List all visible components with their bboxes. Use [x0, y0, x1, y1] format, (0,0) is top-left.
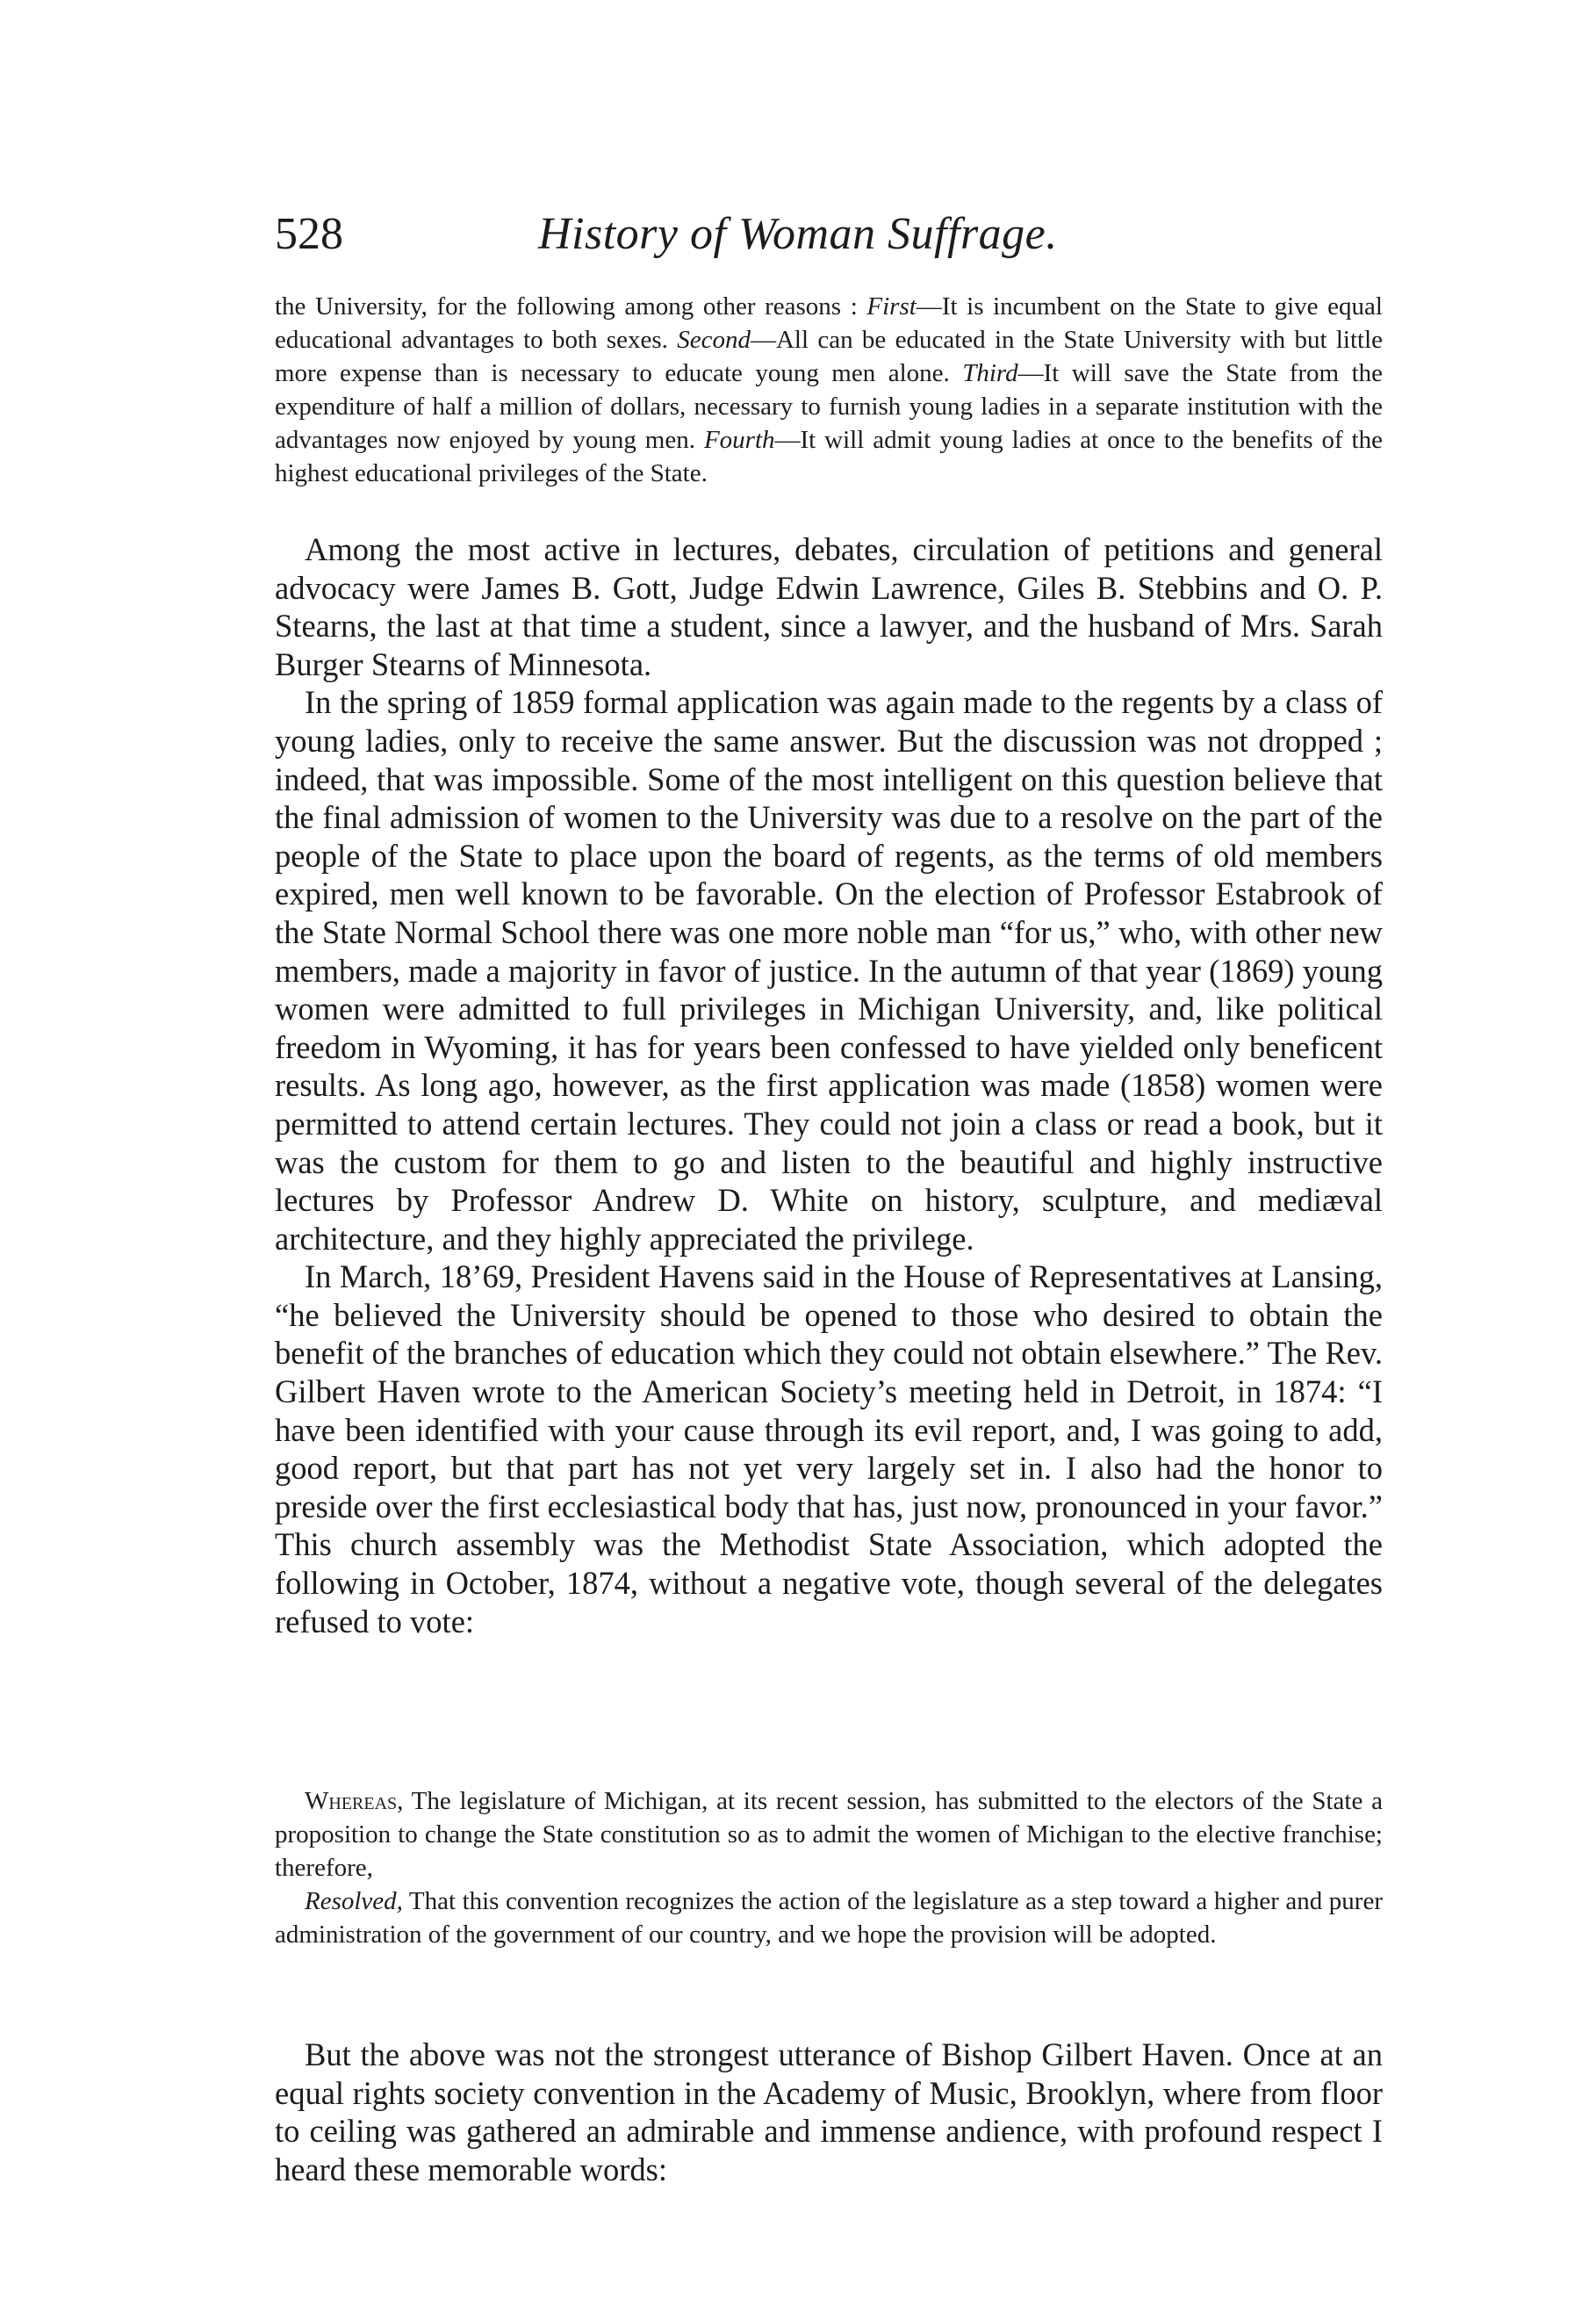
resolved-label: Resolved, [305, 1887, 403, 1915]
body-text-upper [275, 530, 1383, 1640]
paragraph-admission: In the spring of 1859 formal application was again made to the regents by a class of young ladies, only to receive the same answer. But the discussion was not dropped ; indeed, that was impossible. Some of the most intelligent on this question believe that the final admission of women to the University was due to a resolve on the part of the people of the State to place upon the board of regents, as the terms of old members expired, men well known to be favorable. On the election of Professor Estabrook of the State Normal School there was one more noble man “for us,” who, with other new members, made a majority in favor of justice. In the autumn of that year (1869) young women were admitted to full privileges in Michigan University, and, like political freedom in Wyoming, it has for years been confessed to have yielded only beneficent results. As long ago, however, as the first application was made (1858) women were permitted to attend certain lectures. They could not join a class or read a book, but it was the custom for them to go and listen to the beautiful and highly instructive lectures by Professor Andrew D. White on history, sculpture, and mediæval architecture, and they highly appreciated the privilege. [275, 684, 1383, 1257]
fourth-label: Fourth [703, 426, 775, 454]
third-label: Third [962, 359, 1018, 387]
reasons-text-4: —It will save the State from the expenditure of half a million of dollars, necessary to furnish young ladies in a separate institution with the advantages now enjoyed by young men. [275, 359, 1383, 454]
body-text-lower [275, 2036, 1383, 2188]
page-number: 528 [275, 209, 343, 259]
resolution-quote [275, 1784, 1383, 1951]
whereas-label: Whereas, [305, 1787, 404, 1815]
paragraph-advocates: Among the most active in lectures, debates, circulation of petitions and general advocacy were James B. Gott, Judge Edwin Lawrence, Giles B. Stebbins and O. P. Stearns, the last at that time a student, since a lawyer, and the husband of Mrs. Sarah Burger Stearns of Minnesota. [275, 531, 1383, 682]
paragraph-havens: In March, 18’69, President Havens said in the House of Representatives at Lansing, “he believed the University should be opened to those who desired to obtain the benefit of the branches of education which they could not obtain elsewhere.” The Rev. Gilbert Haven wrote to the American Society’s meeting held in Detroit, in 1874: “I have been identified with your cause through its evil report, and, I was going to add, good report, but that part has not yet very largely set in. I also had the honor to preside over the first ecclesiastical body that has, just now, pronounced in your favor.” This church assembly was the Methodist State Association, which adopted the following in October, 1874, without a negative vote, though several of the delegates refused to vote: [275, 1258, 1383, 1639]
first-label: First [866, 292, 917, 321]
reasons-paragraph [275, 290, 1383, 490]
whereas-paragraph [275, 1784, 1383, 1884]
quoted-reasons [275, 290, 1383, 490]
reasons-text-2: —It is incumbent on the State to give equal educational advantages to both sexes. [275, 292, 1383, 354]
resolved-paragraph [275, 1884, 1383, 1951]
reasons-text-5: —It will admit young ladies at once to the benefits of the highest educational privileges of the State. [275, 426, 1383, 487]
reasons-text-1: the University, for the following among other reasons : [275, 292, 867, 321]
page-header [275, 204, 1381, 274]
running-title: History of Woman Suffrage. [538, 209, 1058, 259]
reasons-text-3: —All can be educated in the State University with but little more expense than is necessary to educate young men alone. [275, 326, 1383, 387]
second-label: Second [677, 326, 751, 354]
resolved-text: That this convention recognizes the action of the legislature as a step toward a higher and purer administration of the government of our country, and we hope the provision will be adopted. [275, 1887, 1383, 1949]
paragraph-haven-utterance: But the above was not the strongest utterance of Bishop Gilbert Haven. Once at an equal rights society convention in the Academy of Music, Brooklyn, where from floor to ceiling was gathered an admirable and immense andience, with profound respect I heard these memorable words: [275, 2036, 1383, 2187]
whereas-text: The legislature of Michigan, at its recent session, has submitted to the electors of the State a proposition to change the State constitution so as to admit the women of Michigan to the elective franchise; therefore, [275, 1787, 1383, 1882]
